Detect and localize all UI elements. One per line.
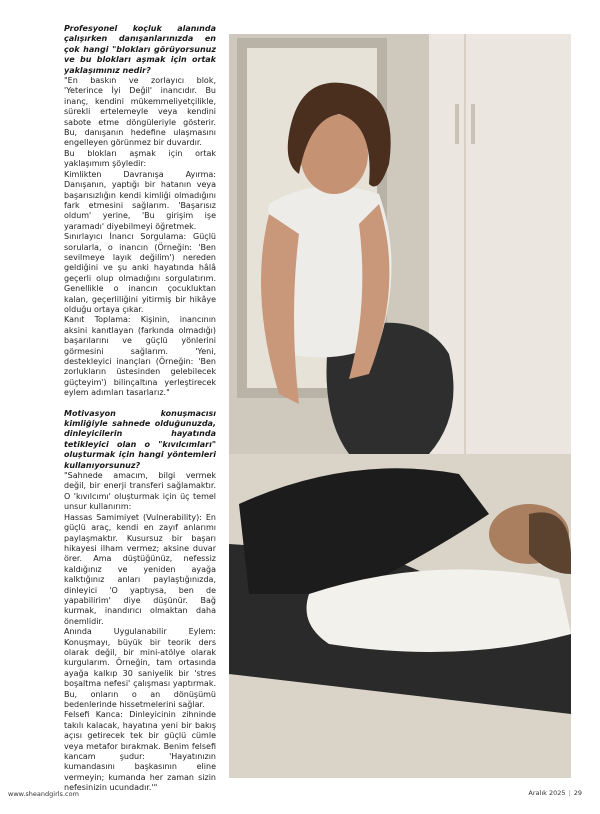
coaching-session-photo — [229, 34, 571, 778]
interview-question-2: Motivasyon konuşmacısı kimliğiyle sahnede olduğunuzda, dinleyicilerin hayatında tetikleyici olan o "kıvılcımları" oluşturmak için hangi yöntemleri kullanıyorsunuz? — [64, 408, 216, 470]
paragraph-spacer — [64, 399, 216, 409]
answer-paragraph: Anında Uygulanabilir Eylem: Konuşmayı, büyük bir teorik ders olarak değil, bir mini-atölye olarak kurgularım. Örneğin, tam ortasında ayağa kalkıp 30 saniyelik bir 'stres boşaltma nefesi' çalışması yaptırmak. Bu, onların o an dönüşümü bedenlerinde hissetmelerini sağlar. — [64, 627, 216, 709]
answer-paragraph: "En baskın ve zorlayıcı blok, 'Yeterince İyi Değil' inancıdır. Bu inanç, kendini mükemmeliyetçilikle, sürekli ertelemeyle veya kendini sabote etme döngüleriyle gösterir. Bu, danışanın hedefine ulaşmasını engelleyen görünmez bir duvardır. — [64, 76, 216, 148]
page-footer — [528, 789, 582, 797]
answer-paragraph: Felsefi Kanca: Dinleyicinin zihninde takılı kalacak, hayatına yeni bir bakış açısı getirecek tek bir güçlü cümle veya metafor bırakmak. Benim felsefi kancam şudur: 'Hayatınızın kumandasını başkasının eline vermeyin; kumanda her zaman sizin nefesinizin ucundadır.'" — [64, 710, 216, 793]
article-text-column — [64, 24, 216, 794]
answer-paragraph: Bu blokları aşmak için ortak yaklaşımım şöyledir: — [64, 148, 216, 169]
issue-date: Aralık 2025 — [528, 789, 566, 797]
footer-divider: | — [568, 789, 571, 797]
interview-question-1: Profesyonel koçluk alanında çalışırken danışanlarınızda en çok hangi "blokları görüyorsunuz ve bu blokları aşmak için ortak yaklaşımınız nedir? — [64, 24, 216, 75]
answer-paragraph: Sınırlayıcı İnancı Sorgulama: Güçlü sorularla, o inancın (Örneğin: 'Ben sevilmeye layık değilim') nereden geldiğini ve şu anki hayatında hâlâ geçerli olup olmadığını sorgulatırım. Genellikle o inancın çocukluktan kalan, geçerliliğini yitirmiş bir hikâye olduğu ortaya çıkar. — [64, 232, 216, 314]
answer-paragraph: Kimlikten Davranışa Ayırma: Danışanın, yaptığı bir hatanın veya başarısızlığın kendi kimliği olmadığını fark etmesini sağlarım. 'Başarısız oldum' yerine, 'Bu girişim işe yaramadı' diyebilmeyi öğretmek. — [64, 169, 216, 231]
answer-paragraph: Kanıt Toplama: Kişinin, inancının aksini kanıtlayan (farkında olmadığı) başarılarını ve güçlü yönlerini görmesini sağlarım. 'Yeni, destekleyici inançları (Örneğin: 'Ben zorlukların üstesinden gelebilecek güçteyim') bilinçaltına yerleştirecek eylem adımları tasarlarız." — [64, 315, 216, 398]
page-number: 29 — [573, 789, 582, 797]
answer-paragraph: "Sahnede amacım, bilgi vermek değil, bir enerji transferi sağlamaktır. O 'kıvılcımı' oluşturmak için üç temel unsur kullanırım: — [64, 471, 216, 512]
answer-paragraph: Hassas Samimiyet (Vulnerability): En güçlü araç, kendi en zayıf anlarımı paylaşmaktır. Kusursuz bir başarı hikayesi ilham vermez; aksine duvar örer. Ama düştüğünüz, nefessiz kaldığınız ve yeniden ayağa kalktığınız anları paylaştığınızda, dinleyici 'O yaptıysa, ben de yapabilirim' diye düşünür. Bağ kurmak, inandırıcı olmaktan daha önemlidir. — [64, 512, 216, 626]
website-url: www.sheandgirls.com — [8, 790, 79, 798]
